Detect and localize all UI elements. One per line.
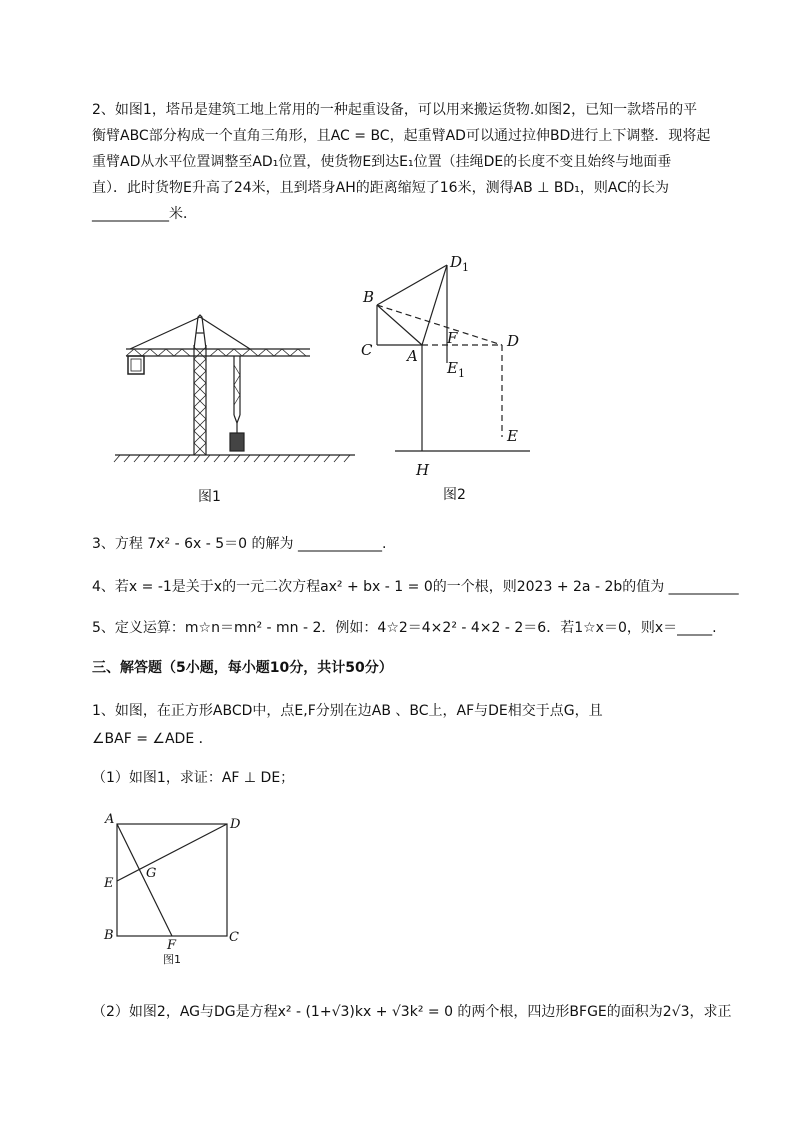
q2-line-5: ___________米．	[92, 206, 197, 222]
q2-line-3: 重臂AD从水平位置调整至AD₁位置，使货物E到达E₁位置（挂绳DE的长度不变且始终与地面垂	[92, 154, 672, 170]
label-D1-sub: 1	[462, 261, 469, 274]
sq-label-G: G	[146, 866, 157, 881]
sq-label-A: A	[105, 812, 115, 827]
q2-line-1: 2、如图1，塔吊是建筑工地上常用的一种起重设备，可以用来搬运货物.如图2，已知一款塔吊的平	[92, 102, 698, 118]
label-F: F	[447, 329, 458, 347]
square-figure	[100, 810, 250, 970]
label-E: E	[507, 427, 518, 445]
sq-label-D: D	[230, 817, 241, 832]
label-B: B	[363, 288, 375, 306]
label-A: A	[407, 347, 418, 365]
q3-text: 3、方程 7x² - 6x - 5＝0 的解为 ____________.	[92, 536, 387, 552]
p1-part-2: （2）如图2，AG与DG是方程x² - (1+√3)kx + √3k² = 0 的两个根，四边形BFGE的面积为2√3，求正	[92, 1004, 732, 1020]
label-D1: D	[450, 253, 463, 271]
section-3-title: 三、解答题（5小题，每小题10分，共计50分）	[92, 660, 393, 676]
square-figure-caption: 图1	[163, 953, 181, 966]
sq-label-C: C	[229, 930, 239, 945]
label-H: H	[416, 461, 430, 479]
square-labels	[103, 812, 241, 953]
q5-text: 5、定义运算：m☆n＝mn² - mn - 2．例如：4☆2＝4×2² - 4×2 - 2＝6．若1☆x＝0，则x＝_____.	[92, 620, 717, 636]
label-C: C	[361, 341, 373, 359]
sq-label-B: B	[104, 928, 114, 943]
square-lines	[117, 824, 227, 936]
p1-part-1: （1）如图1，求证：AF ⊥ DE；	[92, 770, 295, 786]
figure-2-caption: 图2	[443, 487, 466, 503]
sq-label-F: F	[167, 938, 177, 953]
label-E1-sub: 1	[458, 367, 465, 380]
figure-1-caption: 图1	[198, 489, 221, 505]
crane-diagram-fig2	[355, 245, 545, 490]
label-D: D	[507, 332, 520, 350]
label-E1: E	[447, 359, 458, 377]
fig2-lines	[377, 265, 530, 451]
sq-label-E: E	[104, 876, 114, 891]
crane-figure	[110, 305, 360, 510]
q4-text: 4、若x = -1是关于x的一元二次方程ax² + bx - 1 = 0的一个根，则2023 + 2a - 2b的值为 __________	[92, 579, 739, 595]
q2-line-4: 直）．此时货物E升高了24米，且到塔身AH的距离缩短了16米，测得AB ⊥ BD₁，则AC的长为	[92, 180, 669, 196]
crane-drawing	[114, 315, 355, 462]
p1-line-2: ∠BAF = ∠ADE ．	[92, 731, 213, 747]
q2-line-2: 衡臂ABC部分构成一个直角三角形，且AC = BC，起重臂AD可以通过拉伸BD进行上下调整．现将起	[92, 128, 711, 144]
p1-line-1: 1、如图，在正方形ABCD中，点E,F分别在边AB 、BC上，AF与DE相交于点G，且	[92, 703, 603, 719]
